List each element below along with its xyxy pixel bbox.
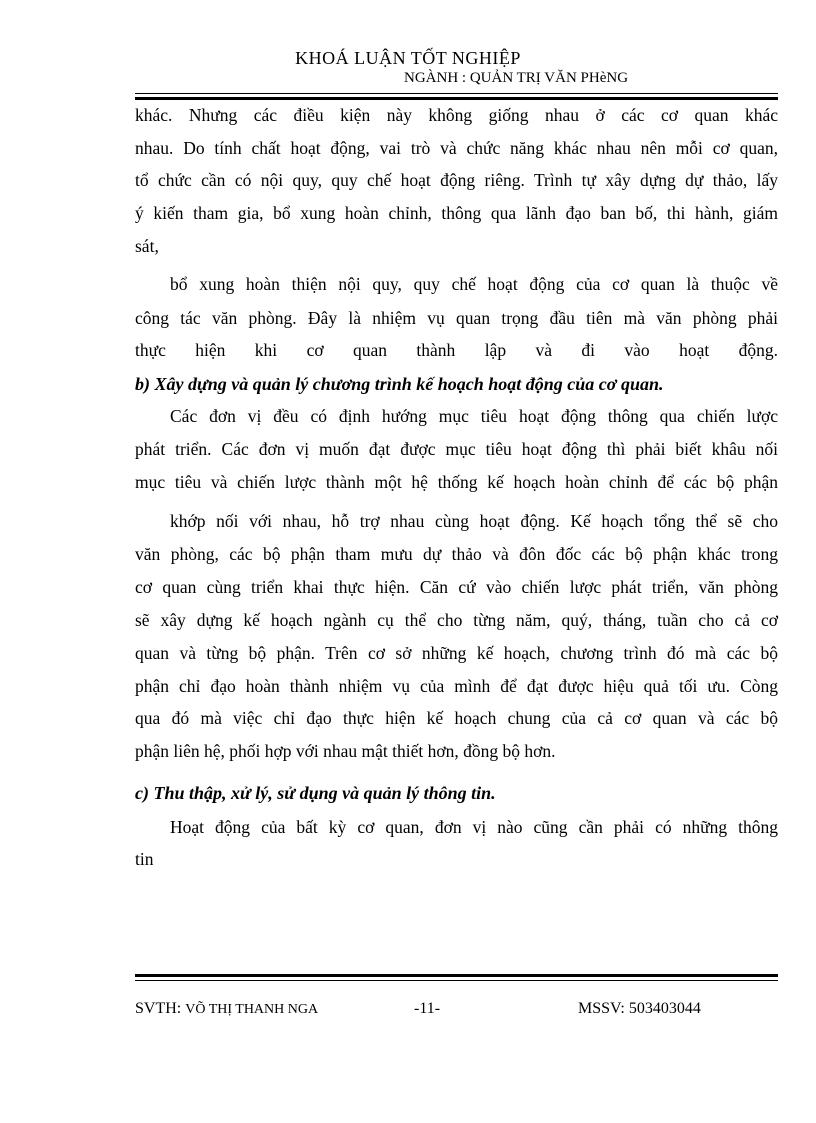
- body-line: Hoạt động của bất kỳ cơ quan, đơn vị nào cũng cần phải có những thông: [170, 817, 778, 837]
- body-line: phát triển. Các đơn vị muốn đạt được mục tiêu hoạt động thì phải biết khâu nối: [135, 439, 778, 459]
- body-line: khác. Nhưng các điều kiện này không giống nhau ở các cơ quan khác: [135, 105, 778, 125]
- body-line: nhau. Do tính chất hoạt động, vai trò và chức năng khác nhau nên mỗi cơ quan,: [135, 138, 778, 158]
- footer-page-number: -11-: [414, 1000, 441, 1017]
- footer-rule-thin: [135, 980, 778, 981]
- footer-svth-label: SVTH:: [135, 1000, 182, 1017]
- footer-rule-thick: [135, 974, 778, 977]
- body-line: sát,: [135, 236, 159, 256]
- footer-student: [135, 1000, 318, 1018]
- footer-mssv: MSSV: 503403044: [578, 1000, 701, 1017]
- body-line: sẽ xây dựng kế hoạch ngành cụ thể cho từng năm, quý, tháng, tuần cho cả cơ: [135, 610, 778, 630]
- section-heading-c: c) Thu thập, xử lý, sử dụng và quản lý thông tin.: [135, 783, 496, 803]
- body-line: tin: [135, 849, 154, 869]
- footer-student-name: VÕ THỊ THANH NGA: [185, 1002, 319, 1017]
- body-line: phận chỉ đạo hoàn thành nhiệm vụ của mình để đạt được hiệu quả tối ưu. Còng: [135, 676, 778, 696]
- header-title: KHOÁ LUẬN TỐT NGHIỆP: [295, 48, 521, 68]
- body-line: Các đơn vị đều có định hướng mục tiêu hoạt động thông qua chiến lược: [170, 406, 778, 426]
- body-line: quan và từng bộ phận. Trên cơ sở những kế hoạch, chương trình đó mà các bộ: [135, 643, 778, 663]
- body-line: bổ xung hoàn thiện nội quy, quy chế hoạt động của cơ quan là thuộc về: [170, 274, 778, 294]
- body-line: khớp nối với nhau, hỗ trợ nhau cùng hoạt động. Kế hoạch tổng thể sẽ cho: [170, 511, 778, 531]
- body-line: cơ quan cùng triển khai thực hiện. Căn cứ vào chiến lược phát triển, văn phòng: [135, 577, 778, 597]
- section-heading-b: b) Xây dựng và quản lý chương trình kế hoạch hoạt động của cơ quan.: [135, 374, 664, 394]
- body-line: công tác văn phòng. Đây là nhiệm vụ quan trọng đầu tiên mà văn phòng phải: [135, 308, 778, 328]
- header-rule-thin: [135, 93, 778, 94]
- body-line: qua đó mà việc chỉ đạo thực hiện kế hoạch chung của cả cơ quan và các bộ: [135, 708, 778, 728]
- body-line: mục tiêu và chiến lược thành một hệ thống kế hoạch hoàn chỉnh để các bộ phận: [135, 472, 778, 492]
- header-subtitle: NGÀNH : QUẢN TRỊ VĂN PHèNG: [404, 70, 629, 86]
- header-rule-thick: [135, 97, 778, 100]
- body-line: thực hiện khi cơ quan thành lập và đi vào hoạt động.: [135, 340, 778, 360]
- body-line: tổ chức cần có nội quy, quy chế hoạt động riêng. Trình tự xây dựng dự thảo, lấy: [135, 170, 778, 190]
- body-line: phận liên hệ, phối hợp với nhau mật thiết hơn, đồng bộ hơn.: [135, 741, 556, 761]
- body-line: ý kiến tham gia, bổ xung hoàn chỉnh, thông qua lãnh đạo ban bố, thi hành, giám: [135, 203, 778, 223]
- body-line: văn phòng, các bộ phận tham mưu dự thảo và đôn đốc các bộ phận khác trong: [135, 544, 778, 564]
